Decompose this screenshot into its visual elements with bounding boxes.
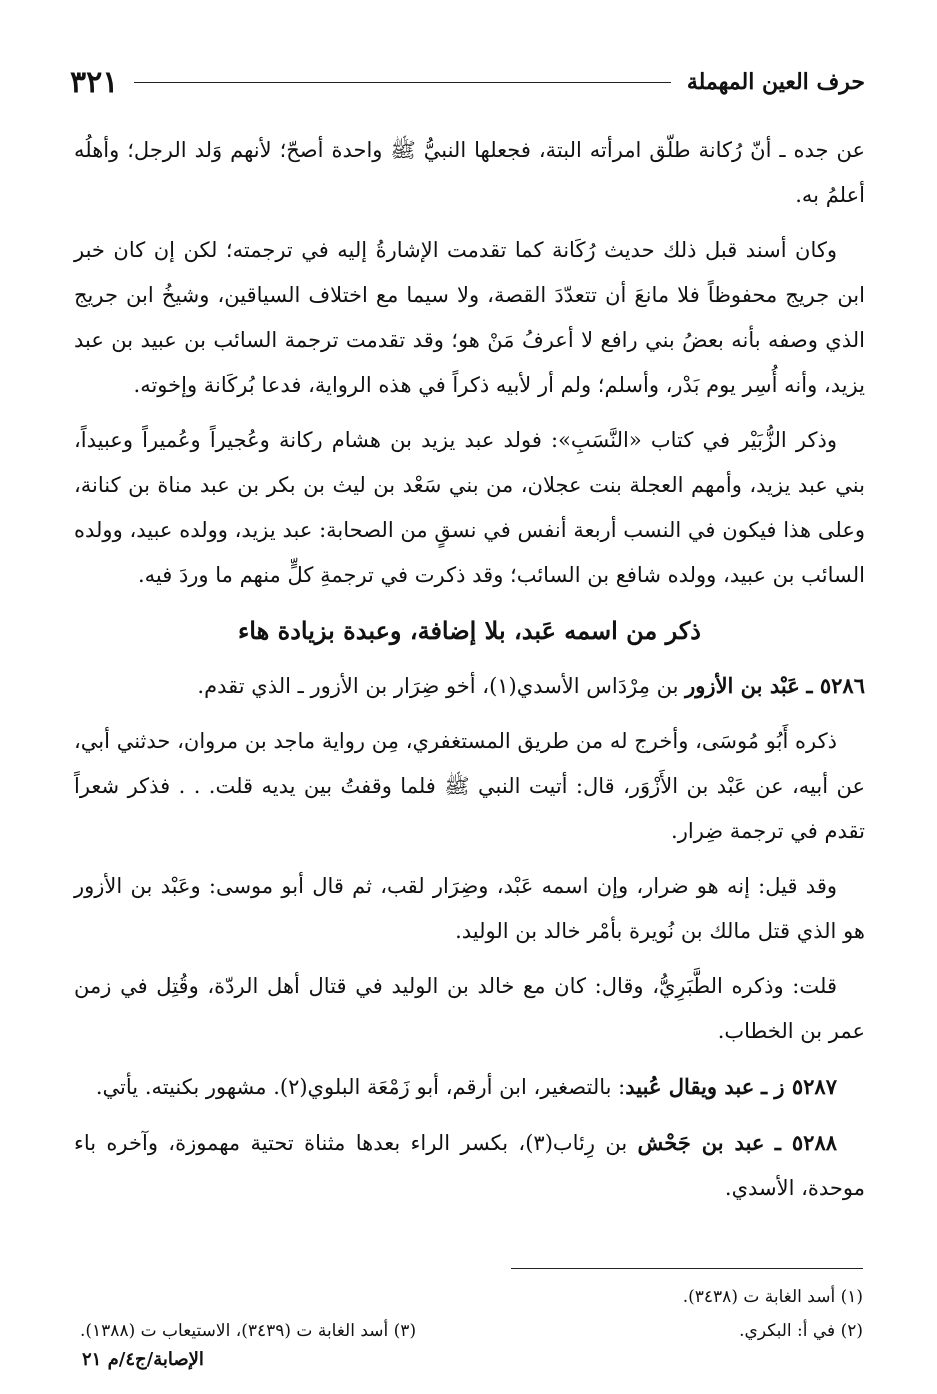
printer-signature: الإصابة/ج٤/م ٢١ [82,1349,204,1370]
page-header [70,62,865,102]
entry-name: عبد بن جَحْش [637,1130,765,1155]
entry-text: بن مِرْدَاس الأسدي(١)، أخو ضِرَار بن الأزور ـ الذي تقدم. [197,674,679,698]
footnote-1: (١) أسد الغابة ت (٣٤٣٨). [682,1287,863,1307]
entry-name: عَبْد بن الأزور [685,673,800,698]
entry-number: ٥٢٨٧ ز ـ [760,1074,837,1099]
entry-text: بن رِئاب(٣)، بكسر الراء بعدها مثناة تحتية مهموزة، وآخره باء موحدة، الأسدي. [74,1131,865,1200]
footnote-3: (٣) أسد الغابة ت (٣٤٣٩)، الاستيعاب ت (١٣٨٨). [80,1321,417,1341]
entry-number: ٥٢٨٨ ـ [774,1130,838,1155]
paragraph-4: ذكره أَبُو مُوسَى، وأخرج له من طريق المستغفري، مِن رواية ماجد بن مروان، حدثني أبي، عن أبيه، عن عَبْد بن الأَزْوَر، قال: أتيت النبي ﷺ فلما وقفتُ بين يديه قلت. . . فذكر شعراً تقدم في ترجمة ضِرار. [74,729,865,843]
main-text [74,128,865,1221]
footnote-2: (٢) في أ: البكري. [739,1321,863,1341]
paragraph-5: وقد قيل: إنه هو ضرار، وإن اسمه عَبْد، وضِرَار لقب، ثم قال أبو موسى: وعَبْد بن الأزور هو الذي قتل مالك بن نُويرة بأمْر خالد بن الوليد. [74,874,865,943]
entry-5288 [74,1120,865,1211]
entry-5286 [74,663,865,709]
running-title: حرف العين المهملة [686,69,865,95]
entry-5287 [74,1064,865,1110]
paragraph-2: وكان أسند قبل ذلك حديث رُكَانة كما تقدمت الإشارةُ إليه في ترجمته؛ لكن إن كان خبر ابن جريج محفوظاً فلا مانعَ أن تتعدّدَ القصة، ولا سيما مع اختلاف السياقين، وشيخُ ابن جريج الذي وصفه بأنه بعضُ بني رافع لا أعرفُ مَنْ هو؛ وقد تقدمت ترجمة السائب بن عبيد بن عبد يزيد، وأنه أُسِر يوم بَدْر، وأسلم؛ ولم أر لأبيه ذكراً في هذه الرواية، فدعا بُركَانة وإخوته. [74,238,865,397]
header-rule [134,82,671,83]
entry-name: عبد ويقال عُبيد [625,1074,755,1099]
footnote-rule [511,1268,863,1269]
footnote-row [80,1314,863,1348]
paragraph-6: قلت: وذكره الطَّبَرِيُّ، وقال: كان مع خالد بن الوليد في قتال أهل الردّة، وقُتِل في زمن عمر بن الخطاب. [74,974,865,1043]
footnote-row [80,1280,863,1314]
section-heading: ذكر من اسمه عَبد، بلا إضافة، وعبدة بزيادة هاء [238,616,701,645]
entry-text: : بالتصغير، ابن أرقم، أبو زَمْعَة البلوي(٢). مشهور بكنيته. يأتي. [95,1075,626,1099]
page-number: ٣٢١ [70,64,119,100]
paragraph-3: وذكر الزُّبَيْر في كتاب «النَّسَبِ»: فولد عبد يزيد بن هشام ركانة وعُجيراً وعُميراً وعبيداً، بني عبد يزيد، وأمهم العجلة بنت عجلان، من بني سَعْد بن ليث بن بكر بن عبد مناة بن كنانة، وعلى هذا فيكون في النسب أربعة أنفس في نسقٍ من الصحابة: عبد يزيد، وولده عبيد، وولده السائب بن عبيد، وولده شافع بن السائب؛ وقد ذكرت في ترجمةِ كلٍّ منهم ما وردَ فيه. [74,428,865,587]
footnotes [80,1280,863,1348]
entry-number: ٥٢٨٦ ـ [806,673,865,698]
paragraph-1: عن جده ـ أنّ رُكانة طلّق امرأته البتة، فجعلها النبيُّ ﷺ واحدة أصحّ؛ لأنهم وَلد الرجل؛ وأهلُه أعلمُ به. [74,138,865,207]
